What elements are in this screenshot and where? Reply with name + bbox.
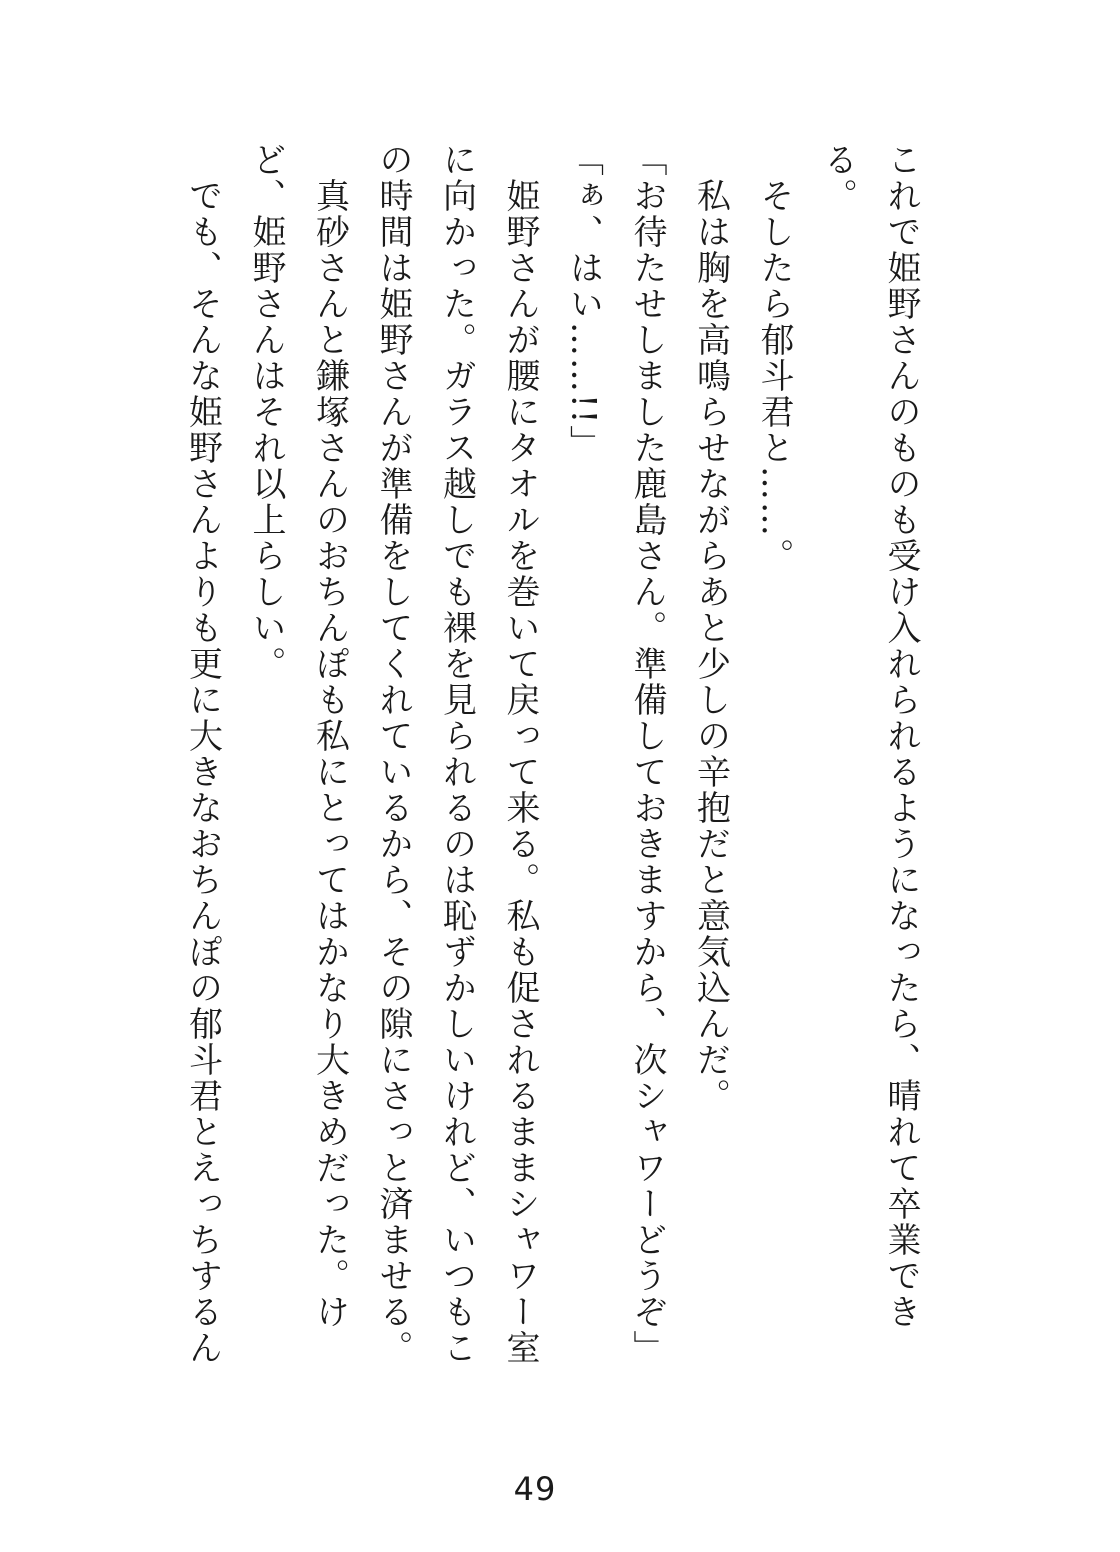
paragraph: でも、そんな姫野さんよりも更に大きなおちんぽの郁斗君とえっちするん (182, 142, 223, 1366)
paragraph: 「ぁ、はい……!!」 (563, 142, 604, 462)
paragraph: 真砂さんと鎌塚さんのおちんぽも私にとってはかなり大きめだった。けど、姫野さんはそれ以上らしい。 (246, 142, 350, 1330)
paragraph: 私は胸を高鳴らせながらあと少しの辛抱だと意気込んだ。 (690, 142, 731, 1114)
vertical-text-body (170, 142, 932, 1392)
paragraph: 「お待たせしました鹿島さん。準備しておきますから、次シャワーどうぞ」 (627, 142, 667, 1366)
paragraph: 姫野さんが腰にタオルを巻いて戻って来る。私も促されるままシャワー室に向かった。ガラス越しでも裸を見られるのは恥ずかしいけれど、いつもこの時間は姫野さんが準備をしてくれているから、その隙にさっと済ませる。 (373, 142, 540, 1366)
paragraph: これで姫野さんのものも受け入れられるようになったら、晴れて卒業できる。 (817, 142, 921, 1330)
page-number: 49 (513, 1470, 557, 1508)
paragraph: そしたら郁斗君と……。 (754, 142, 794, 574)
